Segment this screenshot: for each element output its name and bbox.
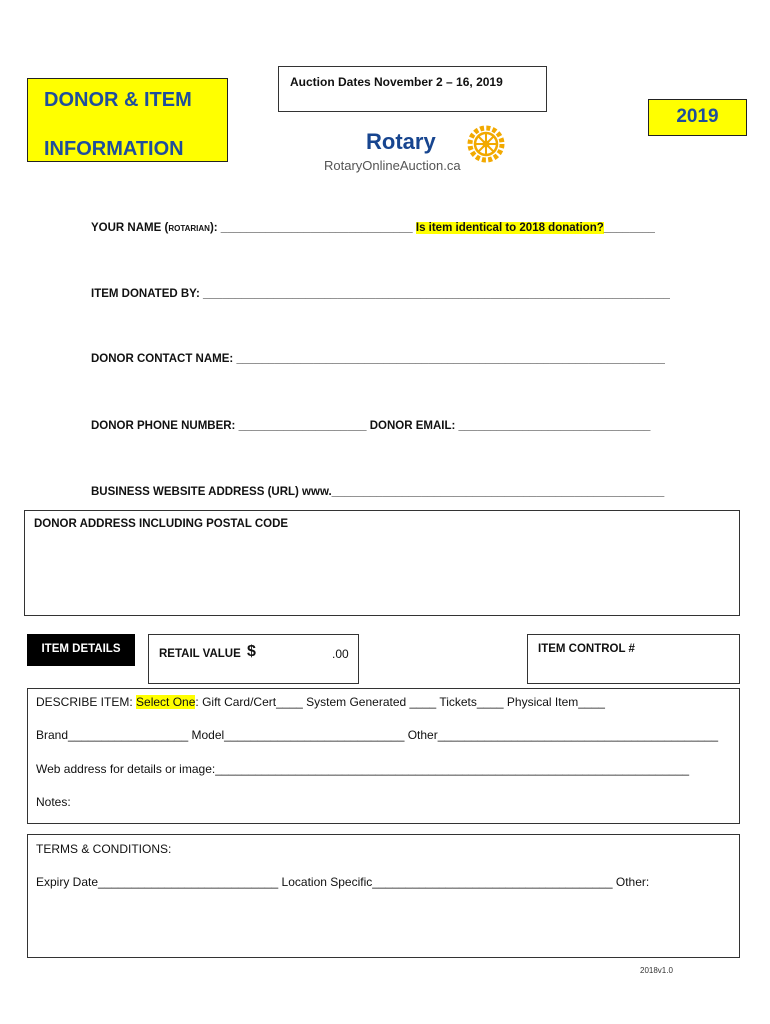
- donor-email-field[interactable]: DONOR EMAIL: ______________________________: [369, 420, 651, 432]
- title-line-1: DONOR & ITEM: [44, 89, 192, 111]
- select-one-label: Select One: [136, 695, 196, 709]
- rotary-wheel-icon: [466, 124, 506, 164]
- terms-title: TERMS & CONDITIONS:: [36, 842, 172, 856]
- describe-item-row: DESCRIBE ITEM: Select One: Gift Card/Cert____ System Generated ____ Tickets____ Physical Item____: [36, 695, 605, 709]
- logo-name: Rotary: [366, 129, 436, 154]
- auction-dates-box: [278, 66, 547, 112]
- year-badge: 2019: [648, 99, 747, 136]
- identical-blank[interactable]: ________: [603, 222, 655, 234]
- item-type-options[interactable]: : Gift Card/Cert____ System Generated ____ Tickets____ Physical Item____: [195, 695, 605, 709]
- title-line-2: INFORMATION: [44, 138, 184, 160]
- rotary-logo: [324, 124, 514, 178]
- item-control-label: ITEM CONTROL #: [538, 643, 635, 655]
- terms-line[interactable]: Expiry Date___________________________ Location Specific____________________________________ Other:: [36, 875, 650, 889]
- brand-model-other-row[interactable]: Brand__________________ Model___________________________ Other__________________________________________: [36, 728, 719, 742]
- logo-site: RotaryOnlineAuction.ca: [324, 158, 461, 173]
- your-name-field[interactable]: YOUR NAME (ROTARIAN): ______________________________ Is item identical to 2018 donation?________: [91, 222, 655, 234]
- version-label: 2018v1.0: [640, 966, 673, 975]
- retail-value-label: RETAIL VALUE: [159, 648, 241, 660]
- item-control-box[interactable]: [527, 634, 740, 684]
- donor-phone-field[interactable]: DONOR PHONE NUMBER: ____________________ DONOR EMAIL: ______________________________: [91, 420, 651, 432]
- retail-value-cents: .00: [332, 647, 349, 661]
- donor-address-box[interactable]: [24, 510, 740, 616]
- notes-label: Notes:: [36, 795, 71, 809]
- retail-value-box[interactable]: [148, 634, 359, 684]
- dollar-sign: $: [247, 643, 256, 660]
- title-box: [27, 78, 228, 162]
- auction-dates: Auction Dates November 2 – 16, 2019: [290, 75, 503, 89]
- donor-contact-name-field[interactable]: DONOR CONTACT NAME: ___________________________________________________________________: [91, 353, 665, 365]
- website-field[interactable]: BUSINESS WEBSITE ADDRESS (URL) www.____________________________________________________: [91, 486, 665, 498]
- identical-question: Is item identical to 2018 donation?: [415, 222, 604, 234]
- item-donated-by-field[interactable]: ITEM DONATED BY: _________________________________________________________________________: [91, 288, 670, 300]
- web-address-row[interactable]: Web address for details or image:_______________________________________________________________________: [36, 762, 690, 776]
- item-details-tab: ITEM DETAILS: [27, 634, 135, 666]
- donor-address-label: DONOR ADDRESS INCLUDING POSTAL CODE: [34, 518, 289, 530]
